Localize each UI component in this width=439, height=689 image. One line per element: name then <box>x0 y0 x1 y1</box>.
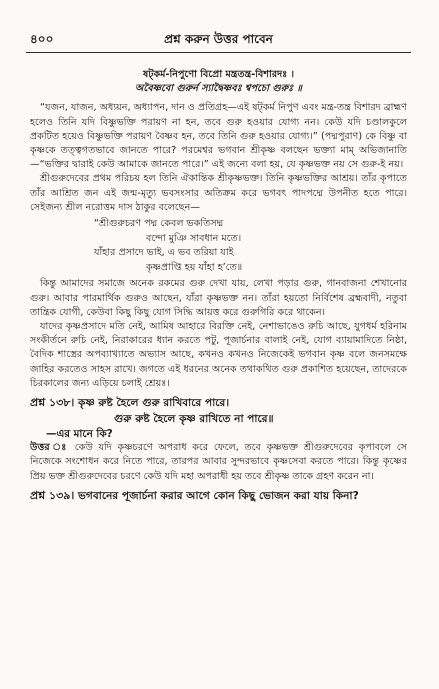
sloka-line-2: অবৈষ্ণবো গুরুর্ন স্যাদ্বৈষ্ণবঃ শ্বপচো গুরুঃ ॥ <box>135 83 302 95</box>
page-header <box>26 31 411 49</box>
header-rule <box>26 52 411 53</box>
question-139-text: ভগবানের পূজার্চনা করার আগে কোন কিছু ভোজন করা যায় কিনা? <box>78 489 359 502</box>
poem-line-2: বন্দো মুঞি সাবধান মতে। <box>146 232 242 244</box>
poem-line-3: যাঁহার প্রসাদে ভাই, এ ভব তরিয়া যাই <box>94 247 234 259</box>
question-138-line-2: গুরু রুষ্ট হৈলে কৃষ্ণ রাখিতে না পারে॥ <box>114 413 274 426</box>
poem-block <box>94 217 407 275</box>
question-138-label: প্রশ্ন ১৩৮। <box>30 396 75 410</box>
paragraph-4: যাদের কৃষ্ণপ্রসাদে মতি নেই, আমিষ আহারে বিরক্তি নেই, নেশাভাঙেও রুচি আছে, যুগধর্ম হরিনাম সংকীর্তনে রুচি নেই, নিরাকারের ধ্যান করতে পটু, পূজার্চনার বালাই নেই, যোগ ব্যায়ামাদিতে নিষ্ঠা, বৈদিক শাস্ত্রের অপব্যাখ্যাতে অভ্যাস আছে, কখনও কখনও নিজেকেই ভগবান কৃষ্ণ বলে জনসমক্ষে জাহির করতেও সাহস রাখে। জগতে এই ধরনের অনেক তথাকথিত গুরু প্রকাশিত হয়েছেন, তাদেরকে চিরকালের জন্য এড়িয়ে চলাই শ্রেয়ঃ। <box>30 321 407 389</box>
page-body <box>30 68 407 504</box>
poem-line-1: “শ্রীগুরুচরণ পদ্ম কেবল ভকতিসদ্ম <box>94 218 224 230</box>
question-139 <box>30 488 407 504</box>
question-139-label: প্রশ্ন ১৩৯। <box>30 488 75 502</box>
answer-138-text: কেউ যদি কৃষ্ণচরণে অপরাধ করে ফেলে, তবে কৃষ্ণভক্ত শ্রীগুরুদেবের কৃপাবলে সে নিজেকে সংশোধন করে নিতে পারে, তারপর আবার সুন্দরভাবে কৃষ্ণসেবা করতে পারে। কিন্তু কৃষ্ণের প্রিয় ভক্ত শ্রীগুরুদেবের চরণে কেউ যদি মহা অপরাধী হয় তবে শ্রীকৃষ্ণ তাকে গ্রহণ করেন না। <box>30 442 407 482</box>
poem-line-4: কৃষ্ণপ্রাপ্তি হয় যাঁহা হ’তে॥ <box>146 261 243 273</box>
running-title: প্রশ্ন করুন উত্তর পাবেন <box>164 32 273 46</box>
answer-138 <box>30 441 407 484</box>
question-138 <box>30 395 407 427</box>
paragraph-2: শ্রীগুরুদেবের প্রথম পরিচয় হল তিনি ঐকান্তিক শ্রীকৃষ্ণভক্ত। তিনি কৃষ্ণভক্তির আশ্রয়। তাঁর কৃপাতে তাঁর আশ্রিত জন এই জন্ম-মৃত্যু ভবসংসার অতিক্রম করে ভগবৎ পাদপদ্মে উপনীত হতে পারে। সেইজন্য শ্রীল নরোত্তম দাস ঠাকুর বলেছেন— <box>30 173 407 213</box>
question-138-line-1: কৃষ্ণ রুষ্ট হৈলে গুরু রাখিবারে পারে। <box>78 397 230 410</box>
answer-label: উত্তর ঃ <box>30 442 70 454</box>
paragraph-3: কিন্তু আমাদের সমাজে অনেক রকমের গুরু দেখা যায়, লেখা পড়ার গুরু, গানবাজনা শেখানোর গুরু। আবার পারমার্থিক গুরুও আছেন, যাঁরা কৃষ্ণভক্ত নন। তাঁরা হয়তো নির্বিশেষ ব্রহ্মবাদী, নতুবা তান্ত্রিক যোগী, কেউবা কিছু কিছু যোগ সিদ্ধি আয়ত্ত করে গুরুগিরি করে থাকেন। <box>30 278 407 318</box>
paragraph-1: “যজন, যাজন, অধ্যয়ন, অধ্যাপন, দান ও প্রতিগ্রহ—এই ষট্‌কর্ম নিপুণ এবং মন্ত্র-তন্ত্র বিশারদ ব্রাহ্মণ হলেও তিনি যদি বিষ্ণুভক্তি পরায়ণ না হন, তবে গুরু হওয়ার যোগ্য নন। কেউ যদি চণ্ডালকুলে প্রকটিত হয়েও বিষ্ণুভক্তি পরায়ণ বৈষ্ণব হন, তবে তিনি গুরু হওয়ার যোগ্য।” (পদ্মপুরাণ) কে বিষ্ণু বা কৃষ্ণকে তত্ত্বগতভাবে জানতে পারে? পরমেশ্বর ভগবান শ্রীকৃষ্ণ বলছেন ভক্ত্যা মাম্ অভিজানাতি—“ভক্তির দ্বারাই কেউ আমাকে জানতে পারে।” এই জন্যে বলা হয়, যে কৃষ্ণভক্ত নয় সে গুরু-ই নয়। <box>30 102 407 171</box>
question-138-followup: —এর মানে কি? <box>46 428 113 441</box>
sloka-line-1: ষট্‌কর্ম-নিপুণো বিপ্রো মন্ত্রতন্ত্র-বিশারদঃ । <box>142 69 295 80</box>
page-number: ৪০০ <box>30 32 54 46</box>
